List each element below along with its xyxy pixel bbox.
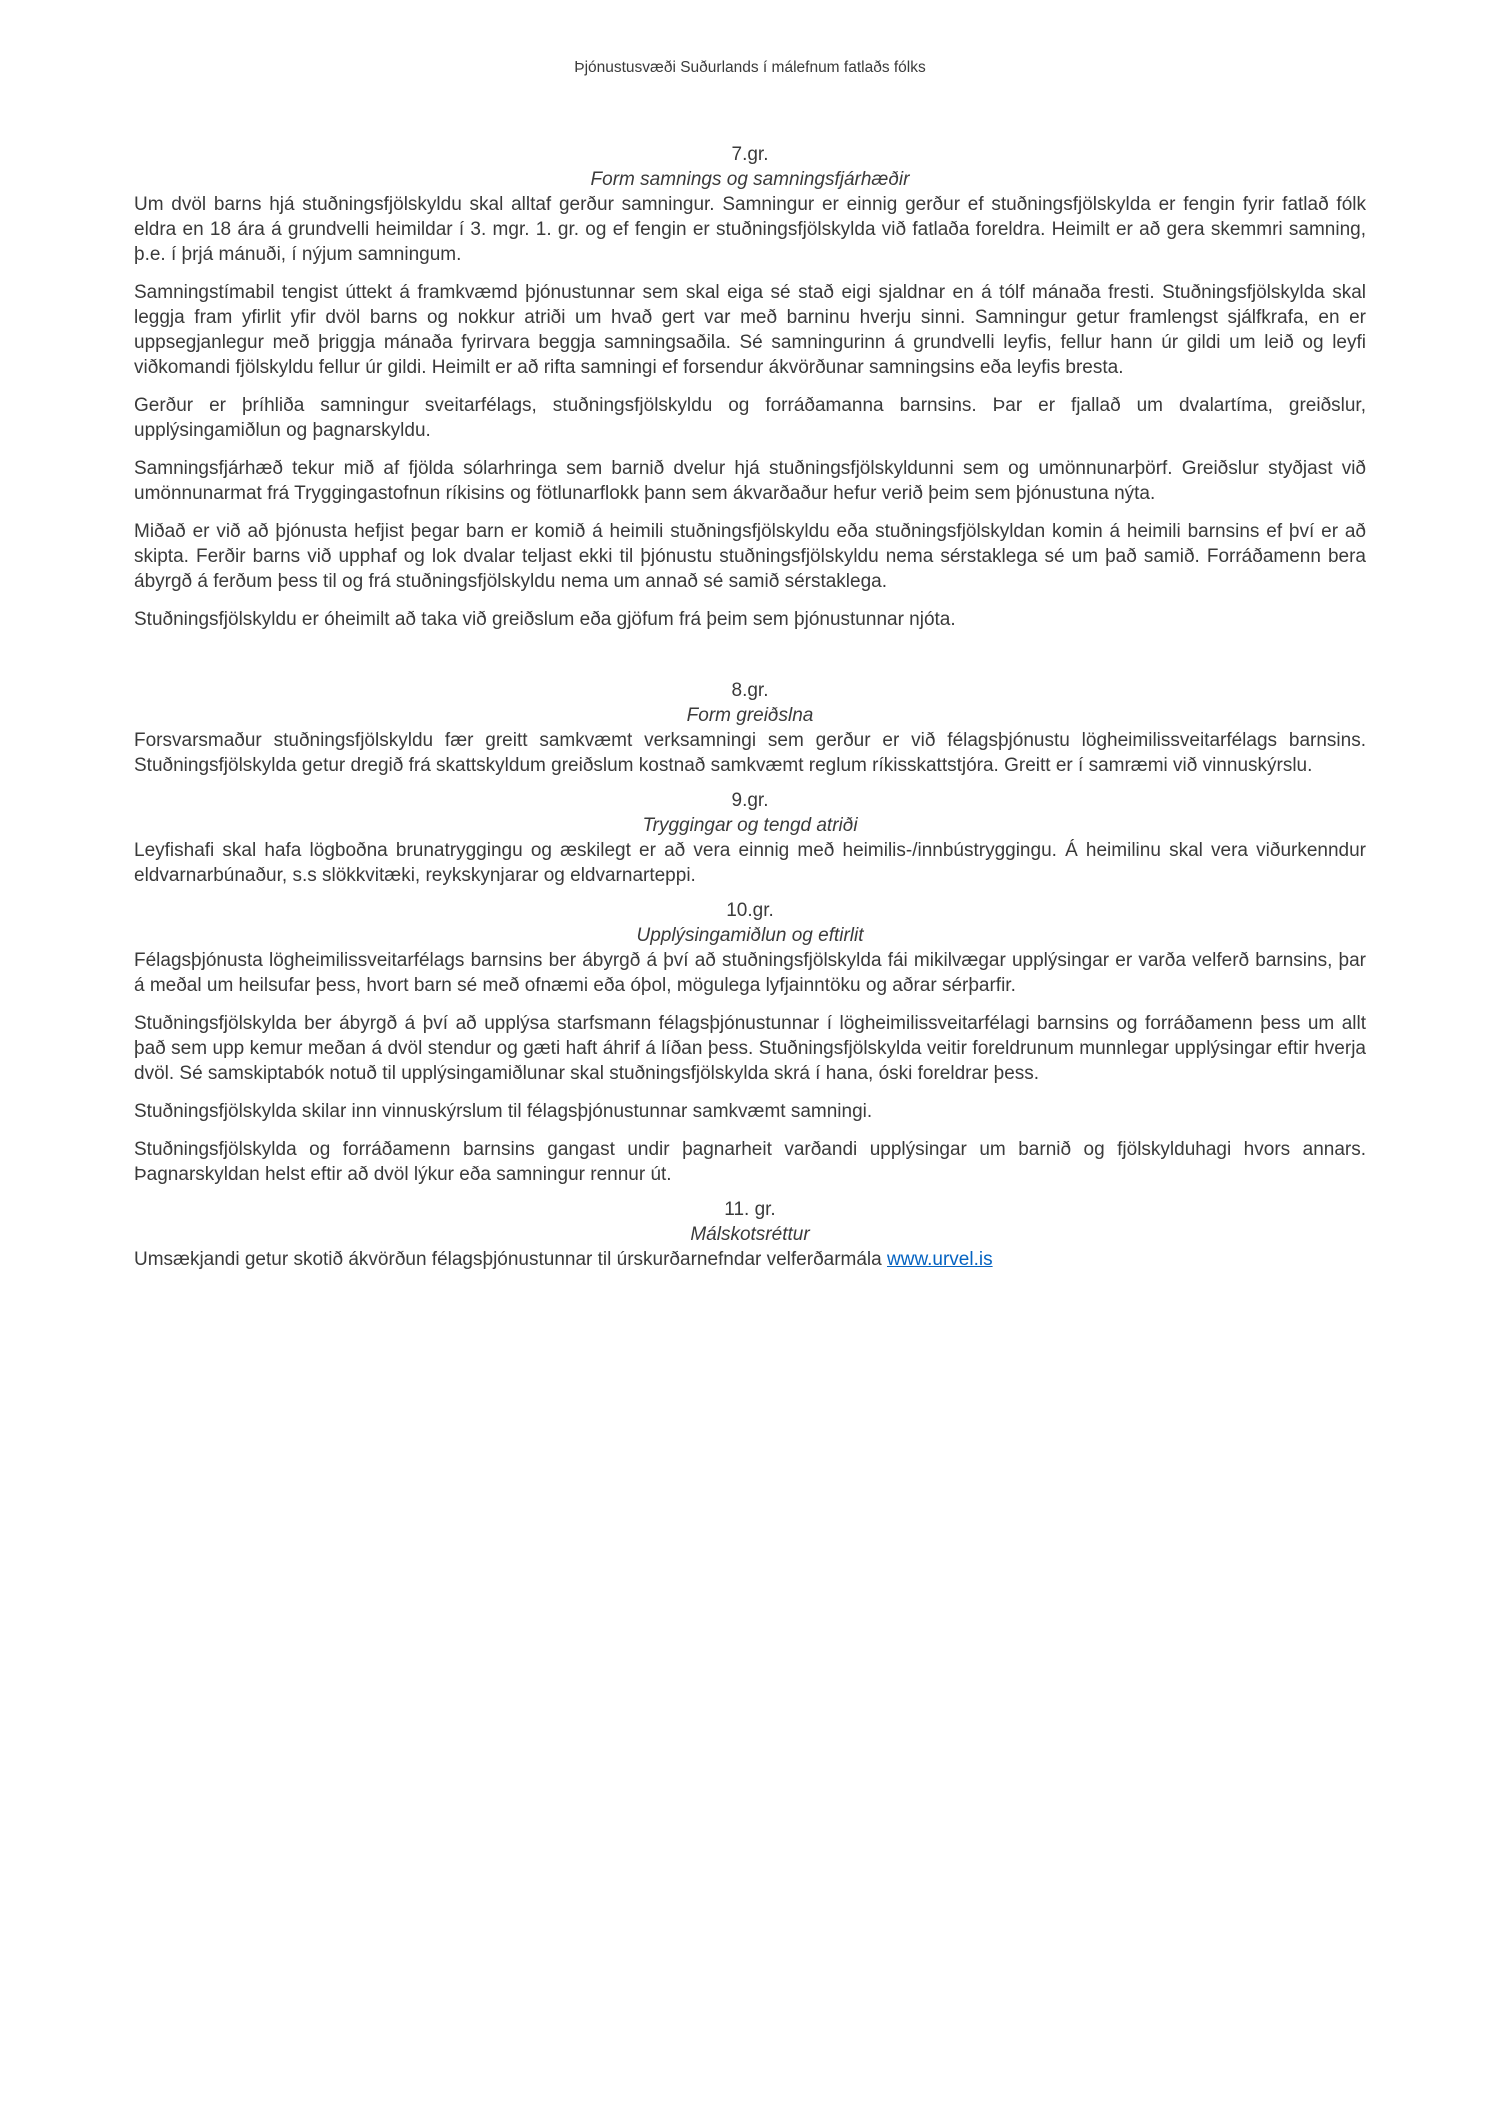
section-8 bbox=[134, 678, 1366, 778]
section-title: Form greiðslna bbox=[686, 705, 814, 726]
section-title: Upplýsingamiðlun og eftirlit bbox=[636, 925, 864, 946]
section-9 bbox=[134, 788, 1366, 888]
document-header: Þjónustusvæði Suðurlands í málefnum fatlaðs fólks bbox=[574, 59, 926, 76]
paragraph-text: Umsækjandi getur skotið ákvörðun félagsþjónustunnar til úrskurðarnefndar velferðarmála bbox=[134, 1249, 887, 1270]
section-7 bbox=[134, 142, 1366, 632]
section-number: 7.gr. bbox=[731, 144, 769, 165]
urvel-link[interactable]: www.urvel.is bbox=[887, 1249, 993, 1270]
section-number: 9.gr. bbox=[731, 790, 769, 811]
paragraph: Samningstímabil tengist úttekt á framkvæmd þjónustunnar sem skal eiga sé stað eigi sjaldnar en á tólf mánaða fresti. Stuðningsfjölskylda skal leggja fram yfirlit yfir dvöl barns og nokkur atriði um hvað gert var með barninu hverju sinni. Samningur getur framlengst sjálfkrafa, en er uppsegjanlegur með þriggja mánaða fyrirvara beggja samningsaðila. Sé samningurinn á grundvelli leyfis, fellur hann úr gildi um leið og leyfi viðkomandi fjölskyldu fellur úr gildi. Heimilt er að rifta samningi ef forsendur ákvörðunar samningsins eða leyfis bresta. bbox=[134, 282, 1366, 378]
paragraph: Gerður er þríhliða samningur sveitarfélags, stuðningsfjölskyldu og forráðamanna barnsins. Þar er fjallað um dvalartíma, greiðslur, upplýsingamiðlun og þagnarskyldu. bbox=[134, 395, 1366, 441]
section-number: 11. gr. bbox=[724, 1199, 776, 1220]
section-title: Form samnings og samningsfjárhæðir bbox=[590, 169, 910, 190]
paragraph: Félagsþjónusta lögheimilissveitarfélags barnsins ber ábyrgð á því að stuðningsfjölskylda fái mikilvægar upplýsingar er varða velferð barnsins, þar á meðal um heilsufar þess, hvort barn sé með ofnæmi eða óþol, mögulega lyfjainntöku og aðrar sérþarfir. bbox=[134, 950, 1366, 996]
section-title: Tryggingar og tengd atriði bbox=[642, 815, 858, 836]
paragraph: Stuðningsfjölskyldu er óheimilt að taka við greiðslum eða gjöfum frá þeim sem þjónustunnar njóta. bbox=[134, 609, 956, 630]
paragraph: Forsvarsmaður stuðningsfjölskyldu fær greitt samkvæmt verksamningi sem gerður er við félagsþjónustu lögheimilissveitarfélags barnsins. Stuðningsfjölskylda getur dregið frá skattskyldum greiðslum kostnað samkvæmt reglum ríkisskattstjóra. Greitt er í samræmi við vinnuskýrslu. bbox=[134, 730, 1366, 776]
section-10 bbox=[134, 898, 1366, 1187]
paragraph: Miðað er við að þjónusta hefjist þegar barn er komið á heimili stuðningsfjölskyldu eða stuðningsfjölskyldan komin á heimili barnsins ef því er að skipta. Ferðir barns við upphaf og lok dvalar teljast ekki til þjónustu stuðningsfjölskyldu nema sérstaklega sé um það samið. Forráðamenn bera ábyrgð á ferðum þess til og frá stuðningsfjölskyldu nema um annað sé samið sérstaklega. bbox=[134, 521, 1366, 592]
paragraph bbox=[134, 1247, 1366, 1272]
section-11 bbox=[134, 1197, 1366, 1272]
section-number: 10.gr. bbox=[726, 900, 774, 921]
section-title: Málskotsréttur bbox=[690, 1224, 810, 1245]
paragraph: Leyfishafi skal hafa lögboðna brunatryggingu og æskilegt er að vera einnig með heimilis-/innbústryggingu. Á heimilinu skal vera viðurkenndur eldvarnarbúnaður, s.s slökkvitæki, reykskynjarar og eldvarnarteppi. bbox=[134, 840, 1366, 886]
paragraph: Stuðningsfjölskylda skilar inn vinnuskýrslum til félagsþjónustunnar samkvæmt samningi. bbox=[134, 1101, 873, 1122]
paragraph: Stuðningsfjölskylda ber ábyrgð á því að upplýsa starfsmann félagsþjónustunnar í lögheimilissveitarfélagi barnsins og forráðamenn þess um allt það sem upp kemur meðan á dvöl stendur og gæti haft áhrif á líðan þess. Stuðningsfjölskylda veitir foreldrunum munnlegar upplýsingar eftir hverja dvöl. Sé samskiptabók notuð til upplýsingamiðlunar skal stuðningsfjölskylda skrá í hana, óski foreldrar þess. bbox=[134, 1013, 1366, 1084]
paragraph: Stuðningsfjölskylda og forráðamenn barnsins gangast undir þagnarheit varðandi upplýsingar um barnið og fjölskylduhagi hvors annars. Þagnarskyldan helst eftir að dvöl lýkur eða samningur rennur út. bbox=[134, 1139, 1366, 1185]
section-number: 8.gr. bbox=[731, 680, 769, 701]
paragraph: Samningsfjárhæð tekur mið af fjölda sólarhringa sem barnið dvelur hjá stuðningsfjölskyldunni sem og umönnunarþörf. Greiðslur styðjast við umönnunarmat frá Tryggingastofnun ríkisins og fötlunarflokk þann sem ákvarðaður hefur verið þeim sem þjónustuna nýta. bbox=[134, 458, 1366, 504]
paragraph: Um dvöl barns hjá stuðningsfjölskyldu skal alltaf gerður samningur. Samningur er einnig gerður ef stuðningsfjölskylda er fengin fyrir fatlað fólk eldra en 18 ára á grundvelli heimildar í 3. mgr. 1. gr. og ef fengin er stuðningsfjölskylda við fatlaða foreldra. Heimilt er að gera skemmri samning, þ.e. í þrjá mánuði, í nýjum samningum. bbox=[134, 194, 1366, 265]
